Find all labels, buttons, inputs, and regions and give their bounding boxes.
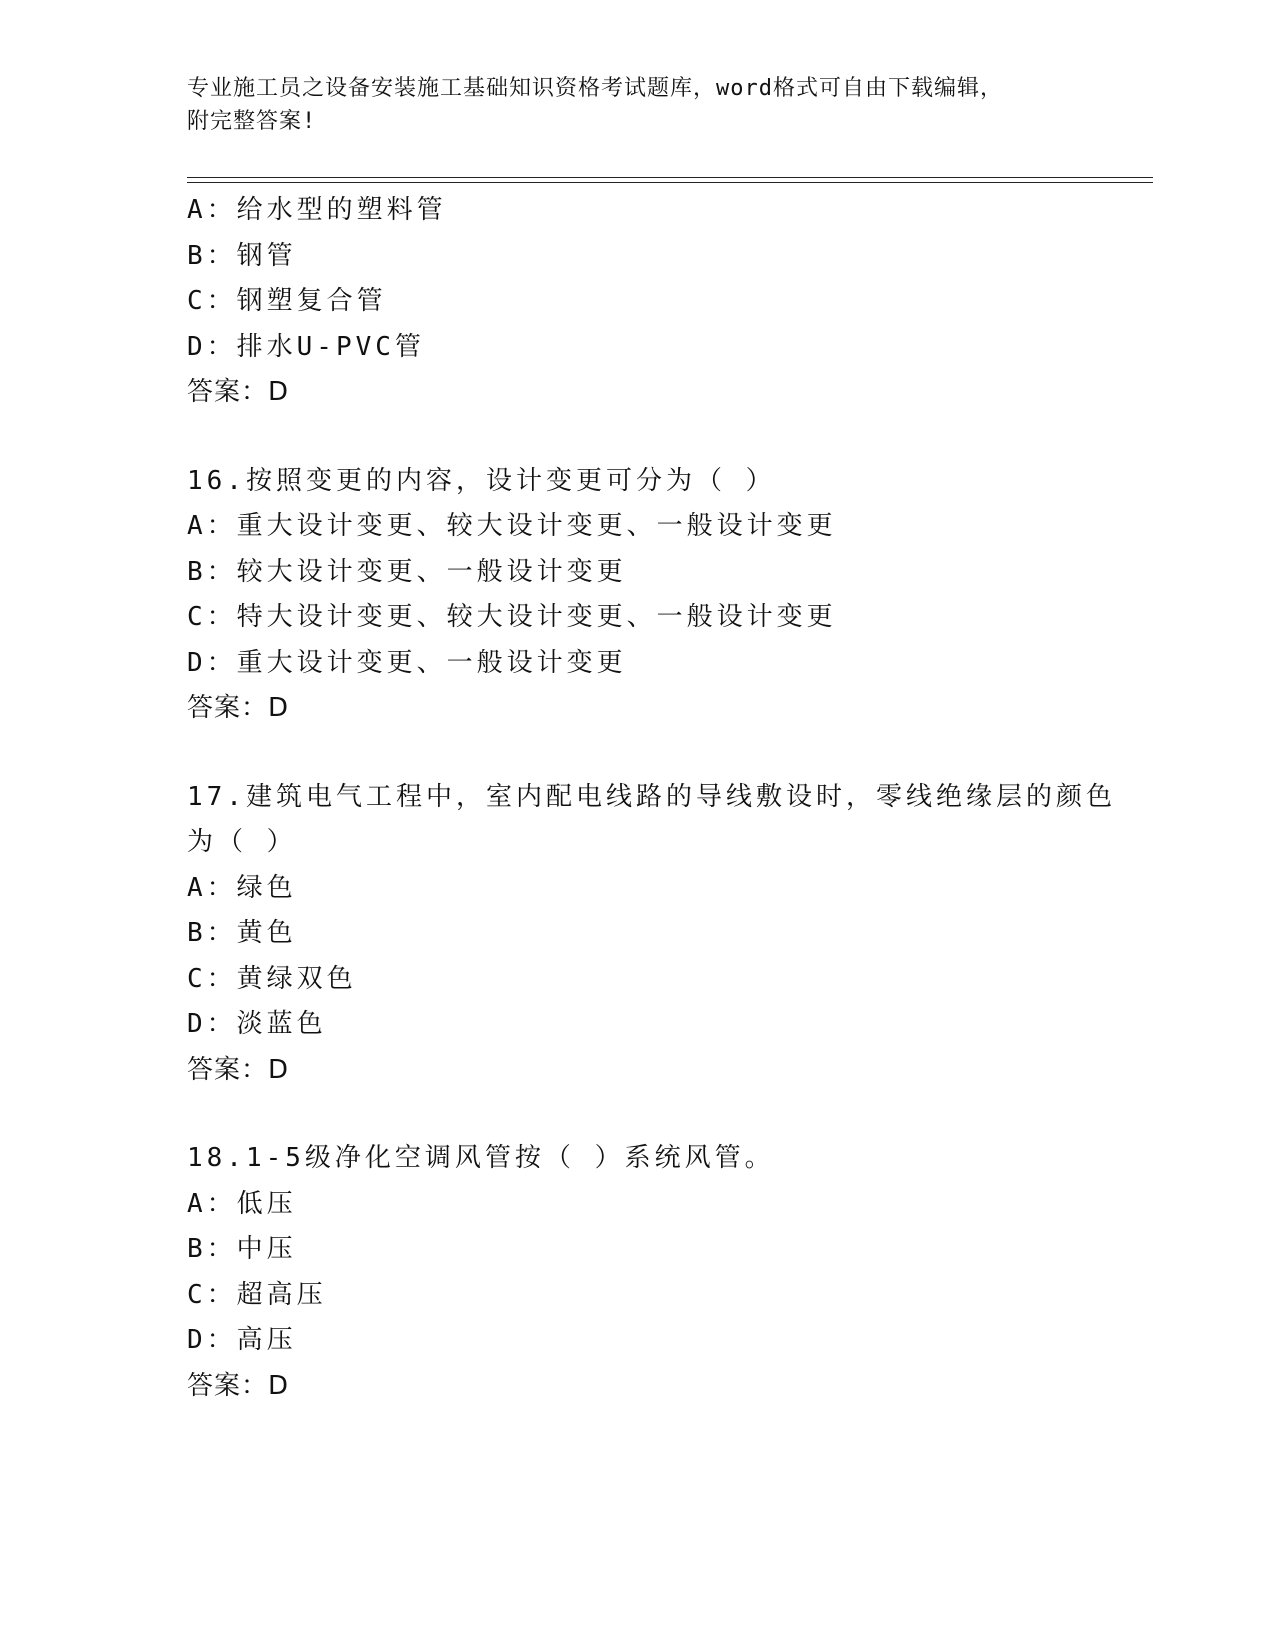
question-text: 16.按照变更的内容，设计变更可分为（ ） — [187, 465, 776, 496]
question-text-line-1: 17.建筑电气工程中，室内配电线路的导线敷设时，零线绝缘层的颜色 — [187, 781, 1116, 812]
option-c: C：钢塑复合管 — [187, 286, 387, 316]
answer: 答案：D — [187, 1054, 290, 1085]
question-17 — [187, 775, 1153, 1094]
option-d: D：高压 — [187, 1325, 297, 1355]
header-divider-bottom — [187, 182, 1153, 183]
question-16 — [187, 459, 1153, 732]
option-d: D：淡蓝色 — [187, 1009, 327, 1039]
spacer — [187, 1093, 1153, 1136]
question-text-line-2: 为（ ） — [187, 827, 297, 857]
option-a: A：重大设计变更、较大设计变更、一般设计变更 — [187, 511, 837, 541]
answer: 答案：D — [187, 1370, 290, 1401]
option-b: B：钢管 — [187, 240, 297, 271]
header-line-1: 专业施工员之设备安装施工基础知识资格考试题库，word格式可自由下载编辑， — [187, 76, 1003, 101]
spacer — [187, 732, 1153, 775]
header-divider-top — [187, 177, 1153, 178]
document-header — [187, 72, 1087, 138]
option-c: C：超高压 — [187, 1279, 327, 1310]
option-c: C：特大设计变更、较大设计变更、一般设计变更 — [187, 602, 837, 632]
option-a: A：绿色 — [187, 872, 297, 903]
option-d: D：重大设计变更、一般设计变更 — [187, 647, 627, 678]
option-d: D：排水U-PVC管 — [187, 331, 425, 362]
option-a: A：低压 — [187, 1188, 297, 1219]
question-list — [187, 188, 1153, 1409]
question-15 — [187, 188, 1153, 416]
option-b: B：黄色 — [187, 918, 297, 948]
header-line-2: 附完整答案! — [187, 109, 317, 134]
option-c: C：黄绿双色 — [187, 963, 357, 994]
answer: 答案：D — [187, 377, 290, 407]
option-b: B：较大设计变更、一般设计变更 — [187, 556, 627, 587]
question-text: 18.1-5级净化空调风管按（ ）系统风管。 — [187, 1143, 775, 1173]
option-b: B：中压 — [187, 1234, 297, 1264]
spacer — [187, 416, 1153, 459]
answer: 答案：D — [187, 693, 290, 723]
option-a: A：给水型的塑料管 — [187, 195, 447, 225]
question-18 — [187, 1136, 1153, 1409]
